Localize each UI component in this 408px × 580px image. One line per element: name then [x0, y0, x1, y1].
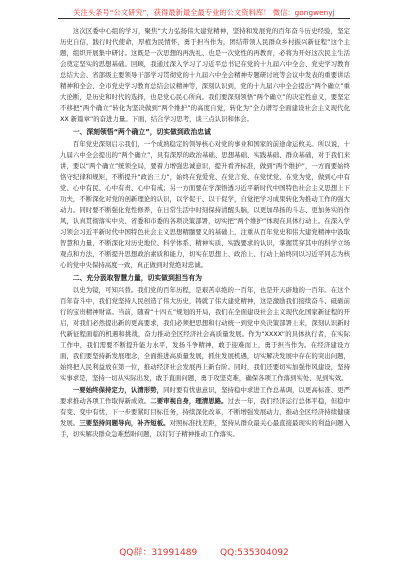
document-body — [60, 26, 350, 441]
point-text: 过去一年，我们经济运行总体平稳，但稳中有变、变中有忧，下一步要紧盯目标任务，持续深化改革，不断增强发展动力，推动全区经济持续健康发展。 — [60, 397, 351, 427]
page-footer — [0, 545, 408, 558]
point-bold: 一要始终保持定力，认清形势， — [72, 386, 164, 394]
footer-qq: QQ:535304092 — [220, 548, 289, 558]
point-bold: 三要坚持问题导向，补齐短板。 — [79, 419, 170, 427]
header-promo-text: 关注头条号“公文研究”，获得最新最全最专业的公文资料库！ 微信：gongwenyj — [73, 8, 335, 17]
footer-qq-group: QQ群：31991489 — [119, 548, 198, 558]
points-paragraph — [60, 385, 350, 440]
section-paragraph: 百年党史深刻启示我们，一个成熟稳定的领导核心对党的事业和国家的前途命运攸关。所以说，十九届六中全会提出的“两个确立”，具有深厚的政治基础、思想基础、实践基础、群众基础，对于我们来讲，要以“两个确立”统领全局，要着力增强忠诚意识，提升看齐标准，做到“两个维护”，一方面要始终恪守纪律和规矩，不断提升“政治三力”，始终在党爱党、在党言党、在党忧党、在党为党，做到心中有党、心中有民、心中有责、心中有戒；另一方面要在学深悟透习近平新时代中国特色社会主义思想上下功夫，不断深化对党的创新理论的认识，以学促干、以干促学，自觉把学习成果转化为推动工作的强大动力。同时要不断强化党性修养，在日常生活中时刻保持清醒头脑，以更加昂扬的斗志、更加务实的作风，认真贯彻落实中央、省委和市委的各项决策部署，切实把“两个维护”体现在具体行动上。在深入学习领会习近平新时代中国特色社会主义思想精髓要义的基础上，注重从百年党史和伟大建党精神中汲取智慧和力量，不断深化对历史地位、科学体系、精神实质、实践要求的认识，掌握贯穿其中的科学立场观点和方法，不断提升思想政治素质和能力，切实在思想上、政治上、行动上始终同以习近平同志为核心的党中央保持高度一致，真正做到对党绝对忠诚。 — [60, 140, 350, 269]
section-heading: 一、深刻领悟“两个确立”，切实做到政治忠诚 — [72, 128, 211, 136]
section-heading: 二、充分汲取智慧力量，切实做到担当有为 — [72, 274, 202, 282]
point-text: 对照标准找差距，坚持从群众最关心最直接最现实的利益问题入手，切实解决群众急难愁盼问题，以钉钉子精神推动工作落实。 — [60, 419, 351, 438]
point-text: 同时要有忧患意识，坚持稳中求进工作总基调，以更高标准、更严要求推动各项工作取得新成效。 — [60, 386, 351, 405]
point-bold: 二要审视自身，理清思路。 — [150, 397, 228, 405]
intro-paragraph: 这次区委中心组的学习，聚焦“大力弘扬伟大建党精神，坚持和发展党的百年奋斗历史经验，坚定历史自信，践行时代使命，厚植为民情怀，勇于担当作为，团结带领人民群众乡村振兴新征程”这个主题，组织开展集中研讨。这既是一次思想的再洗礼、也是一次党性的再教育，必将为开好这次民主生活会奠定坚实的思想基础。回顾，我通过深入学习了习近平总书记在党的十九届六中全会、党史学习教育总结大会、省部级主要领导干部学习贯彻党的十九届六中全会精神专题研讨班等会议中发表的重要讲话精神和全会、全市党史学习教育总结会议精神等，深刻认识到，党的十九届六中全会提出“两个确立”重大论断，是历史和时代的选择，也是党心民心所向。我们要深刻领悟“两个确立”的决定性意义，要坚定不移把“两个确立”转化为坚决做到“两个维护”的高度自觉，转化为“全力谱写全面建设社会主义现代化 XX 新篇章”的奋进力量。下面，结合学习思考，谈三点认识和体会。 — [60, 27, 350, 123]
header-divider — [58, 18, 350, 19]
section-paragraph: 以史为镜，可知兴替。我们党的百年历程，是艰苦卓绝的一百年，也是开天辟地的一百年。在这个百年奋斗中，我们党坚持人民创造了伟大历史，铸就了伟大建党精神，这是激励我们接续奋斗、砥砺前行的宝贵精神财富。当前，随着“十四五”规划的开局，我们在全面建设社会主义现代化国家新征程的开启，对我们必然提出新的更高要求，我们必须把思想和行动统一到党中央决策部署上来，深刻认识新时代新征程面临的机遇和挑战，奋力推动全区经济社会高质量发展。作为“XXXX”的具体执行者，在实际工作中，我们需要不断提升能力水平，发扬斗争精神，敢于迎难而上，勇于担当作为。在经济建设方面，我们要坚持新发展理念，全面推进高质量发展，抓住发展机遇，切实解决发展中存在的突出问题，始终把人民利益放在第一位，推动经济社会发展再上新台阶。同时，我们还要切实加强作风建设，坚持实事求是，坚持一切从实际出发，敢于直面问题，勇于攻坚克难，确保各项工作落到实处、见到实效。 — [60, 286, 350, 382]
